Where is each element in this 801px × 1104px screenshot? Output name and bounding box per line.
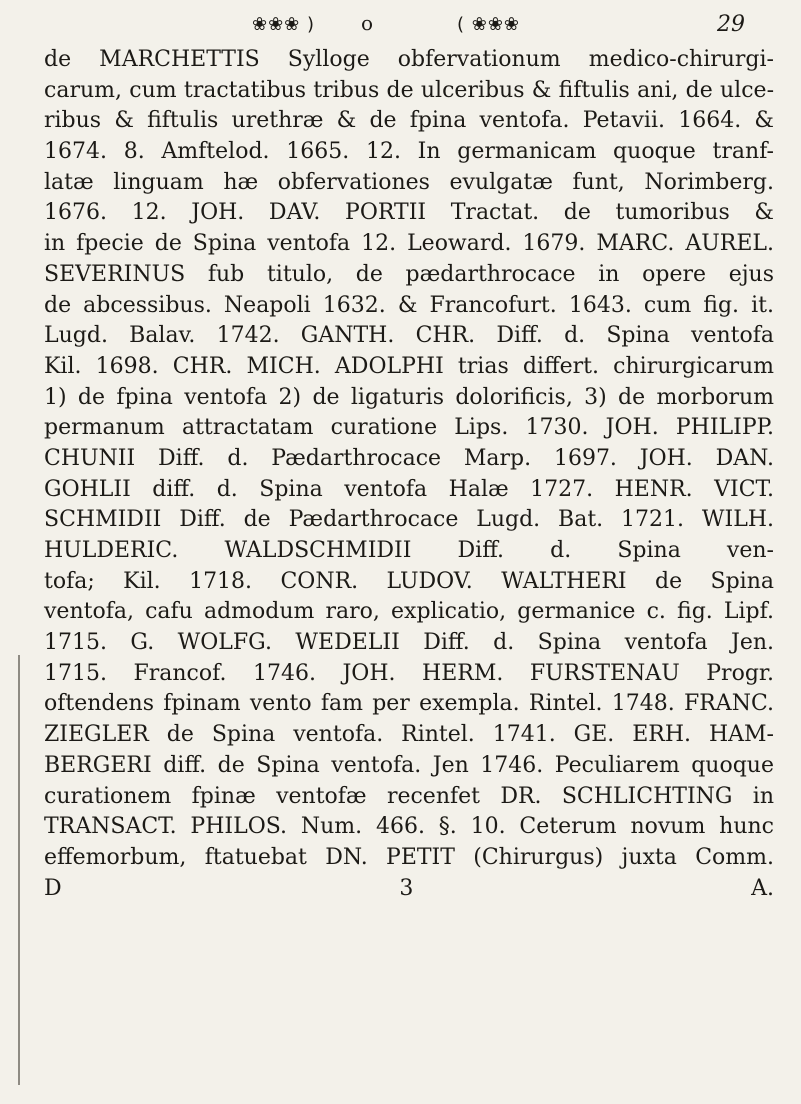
page-number: 29 (717, 12, 745, 37)
text-line: tofa; Kil. 1718. CONR. LUDOV. WALTHERI de Spina (44, 568, 774, 594)
text-line: oftendens fpinam vento fam per exempla. Rintel. 1748. FRANC. (44, 691, 774, 717)
header-ornament-center: o (361, 11, 375, 35)
text-line: GOHLII diff. d. Spina ventofa Halæ 1727. HENR. VICT. (44, 476, 774, 502)
text-line: de MARCHETTIS Sylloge obfervationum medico-chirurgi- (44, 47, 774, 72)
text-line: ribus & fiftulis urethræ & de fpina ventofa. Petavii. 1664. & (44, 108, 774, 134)
text-line: 1) de fpina ventofa 2) de ligaturis dolorificis, 3) de morborum (44, 384, 774, 410)
text-line: curationem fpinæ ventofæ recenfet DR. SCHLICHTING in (44, 783, 774, 809)
text-line: ZIEGLER de Spina ventofa. Rintel. 1741. GE. ERH. HAM- (44, 722, 774, 748)
margin-rule (18, 655, 20, 1085)
text-line: Lugd. Balav. 1742. GANTH. CHR. Diff. d. Spina ventofa (44, 323, 774, 349)
text-line: SEVERINUS fub titulo, de pædarthrocace in opere ejus (44, 261, 774, 287)
text-line: carum, cum tractatibus tribus de ulceribus & fiftulis ani, de ulce- (44, 77, 774, 103)
page-header (0, 8, 801, 42)
text-line: HULDERIC. WALDSCHMIDII Diff. d. Spina ven- (44, 538, 774, 563)
text-line: in fpecie de Spina ventofa 12. Leoward. 1679. MARC. AUREL. (44, 231, 774, 257)
text-line: ventofa, cafu admodum raro, explicatio, germanice c. fig. Lipf. (44, 599, 774, 625)
header-ornament-right: ( ❀❀❀ (457, 14, 520, 35)
text-line: 1715. G. WOLFG. WEDELII Diff. d. Spina ventofa Jen. (44, 630, 774, 656)
text-line: 1674. 8. Amftelod. 1665. 12. In germanicam quoque tranf- (44, 139, 774, 165)
header-ornament-left: ❀❀❀ ) (252, 14, 315, 35)
signature-catchword-line: D 3 A. (44, 875, 774, 901)
body-text (44, 45, 774, 904)
text-line: Kil. 1698. CHR. MICH. ADOLPHI trias differt. chirurgicarum (44, 353, 774, 379)
text-line: latæ linguam hæ obfervationes evulgatæ funt, Norimberg. (44, 169, 774, 195)
text-line: SCHMIDII Diff. de Pædarthrocace Lugd. Bat. 1721. WILH. (44, 507, 774, 533)
text-line: 1715. Francof. 1746. JOH. HERM. FURSTENAU Progr. (44, 660, 774, 686)
text-line: BERGERI diff. de Spina ventofa. Jen 1746. Peculiarem quoque (44, 752, 774, 778)
text-line: CHUNII Diff. d. Pædarthrocace Marp. 1697. JOH. DAN. (44, 445, 774, 471)
text-line: de abcessibus. Neapoli 1632. & Francofurt. 1643. cum fig. it. (44, 292, 774, 318)
text-line: effemorbum, ftatuebat DN. PETIT (Chirurgus) juxta Comm. (44, 844, 774, 870)
text-line: TRANSACT. PHILOS. Num. 466. §. 10. Ceterum novum hunc (44, 814, 774, 840)
text-line: permanum attractatam curatione Lips. 1730. JOH. PHILIPP. (44, 415, 774, 441)
text-line: 1676. 12. JOH. DAV. PORTII Tractat. de tumoribus & (44, 200, 774, 226)
